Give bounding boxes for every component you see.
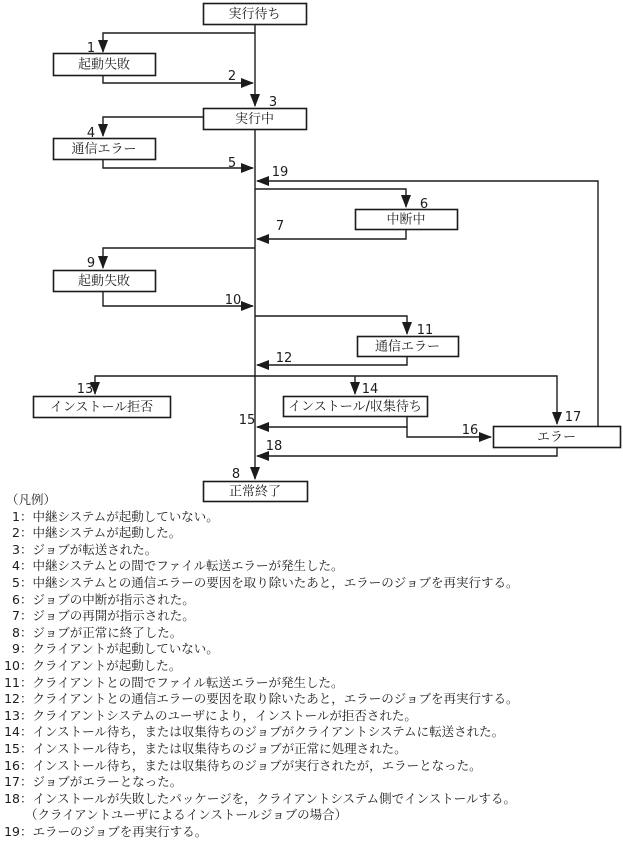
legend-item-separator: ： [20,757,33,773]
transition-number-17: 17 [564,410,582,425]
transition-line-9 [103,248,255,268]
transition-number-6: 6 [419,197,429,212]
legend [4,492,519,840]
legend-item-separator: ： [20,608,33,624]
legend-item-number: 2 [12,525,20,541]
legend-item-number: 11 [4,674,20,690]
legend-item-text: 中継システムとの間でファイル転送エラーが発生した。 [32,558,344,574]
legend-item-text: クライアントとの通信エラーの要因を取り除いたあと，エラーのジョブを再実行する。 [32,691,519,707]
legend-item-text: 中継システムが起動していない。 [32,508,219,524]
transition-number-3: 3 [268,95,278,110]
transition-number-13: 13 [76,382,94,397]
legend-item-separator: ： [20,508,33,524]
legend-item-8 [4,625,519,642]
legend-item-13 [4,708,519,725]
state-box-install-rejected [34,397,171,418]
transition-line-13 [95,376,255,394]
transition-arrow-6 [401,195,411,208]
legend-item-4 [4,558,519,575]
legend-list [4,509,519,841]
state-box-comm-error-2 [358,337,459,357]
legend-item-10 [4,658,519,675]
legend-item-number: 13 [4,707,20,723]
legend-item-18 [4,791,519,808]
transition-number-5: 5 [227,156,237,171]
transition-line-4 [103,117,203,136]
legend-item-separator: ： [20,823,33,839]
legend-item-text: 中継システムとの通信エラーの要因を取り除いたあと，エラーのジョブを再実行する。 [32,574,519,590]
transition-arrow-3 [250,94,260,107]
state-box-error [494,427,621,448]
legend-item-number: 5 [12,574,20,590]
transition-number-10: 10 [224,293,242,308]
transition-arrow-19 [256,176,269,186]
state-box-executing [204,109,307,130]
legend-item-text: クライアントが起動していない。 [32,641,219,657]
state-label-normal-end: 正常終了 [228,484,282,500]
legend-item-number: 9 [12,641,20,657]
legend-item-2 [4,525,519,542]
transition-line-15 [257,416,407,427]
state-box-comm-error-1 [54,139,156,160]
legend-item-number: 17 [4,774,20,790]
transition-arrow-7 [256,234,269,244]
legend-item-12 [4,691,519,708]
legend-item-text: インストールが失敗したパッケージを，クライアントシステム側でインストールする。 [32,790,517,806]
legend-item-number: 8 [12,624,20,640]
legend-item-number: 15 [4,740,20,756]
transition-number-16: 16 [461,423,479,438]
transition-number-18: 18 [265,439,283,454]
legend-item-14 [4,724,519,741]
state-label-comm-error-1: 通信エラー [71,142,137,157]
legend-item-11 [4,675,519,692]
legend-item-5 [4,575,519,592]
legend-item-6 [4,592,519,609]
transition-arrow-16 [479,432,492,442]
legend-item-text: クライアントが起動した。 [32,657,182,673]
legend-item-text: インストール待ち，または収集待ちのジョブがクライアントシステムに転送された。 [32,724,505,740]
transition-line-16 [407,427,491,437]
transition-number-11: 11 [416,323,434,338]
legend-item-3 [4,542,519,559]
transition-arrow-2 [241,78,254,88]
legend-item-text: クライアントとの間でファイル転送エラーが発生した。 [32,674,344,690]
legend-item-separator: ： [20,790,33,806]
legend-item-separator: ： [20,641,33,657]
legend-item-text: インストール待ち，または収集待ちのジョブが実行されたが，エラーとなった。 [32,757,482,773]
legend-item-number: 10 [4,657,20,673]
state-label-install-rejected: インストール拒否 [49,400,154,415]
legend-item-separator: ： [20,774,33,790]
transition-arrow-9 [98,256,108,269]
legend-item-separator: ： [20,691,33,707]
legend-item-separator: ： [20,558,33,574]
state-label-error: エラー [536,430,577,445]
transition-arrow-17 [552,412,562,425]
transition-number-2: 2 [227,69,237,84]
transition-arrow-1 [98,40,108,53]
legend-item-separator: ： [20,707,33,723]
transition-line-11 [255,316,407,334]
legend-item-1 [4,509,519,526]
state-label-exec-waiting: 実行待ち [228,7,281,22]
state-label-suspending: 中断中 [386,212,426,228]
legend-item-19 [4,824,519,841]
transition-number-12: 12 [275,351,293,366]
legend-item-number: 7 [12,608,20,624]
transition-arrow-trunk [250,467,260,480]
legend-header: （凡例） [6,492,57,507]
state-box-suspending [356,210,458,230]
legend-item-7 [4,608,519,625]
legend-item-18-note: （クライアントユーザによるインストールジョブの場合） [25,807,348,823]
transition-arrow-12 [256,360,269,370]
legend-item-number: 18 [4,790,20,806]
legend-item-number: 12 [4,691,20,707]
transition-number-19: 19 [271,165,289,180]
legend-item-separator: ： [20,740,33,756]
legend-item-text: ジョブが正常に終了した。 [32,624,183,640]
legend-item-text: クライアントシステムのユーザにより，インストールが拒否された。 [32,707,417,723]
transition-arrow-4 [98,124,108,137]
legend-item-number: 19 [4,823,20,839]
state-box-launch-failure-2 [54,271,156,292]
legend-item-text: ジョブの中断が指示された。 [32,591,195,607]
state-label-comm-error-2: 通信エラー [374,339,441,355]
legend-item-separator: ： [20,541,33,557]
transition-number-9: 9 [86,256,96,271]
legend-item-number: 4 [12,558,20,574]
state-box-exec-waiting [204,4,307,25]
state-label-launch-failure-2: 起動失敗 [77,274,131,289]
state-label-launch-failure-1: 起動失敗 [77,57,131,73]
legend-item-separator: ： [20,525,33,541]
legend-item-separator: ： [20,591,33,607]
legend-item-separator: ： [20,624,33,640]
transition-number-14: 14 [361,382,379,397]
legend-item-text: エラーのジョブを再実行する。 [32,823,208,839]
transition-arrow-14 [350,382,360,395]
transition-arrow-5 [241,163,254,173]
legend-item-17 [4,774,519,791]
legend-item-separator: ： [20,724,33,740]
legend-item-number: 14 [4,724,20,740]
legend-item-15 [4,741,519,758]
legend-item-text: 中継システムが起動した。 [32,525,182,541]
legend-item-number: 3 [12,541,20,557]
transition-number-4: 4 [86,126,96,141]
legend-item-separator: ： [20,674,33,690]
legend-item-number: 1 [12,508,20,524]
transition-arrow-11 [402,322,412,335]
state-label-install-collect-wait: インストール/収集待ち [288,399,422,415]
transition-number-15: 15 [238,413,256,428]
state-box-install-collect-wait [284,397,428,417]
legend-item-separator: ： [20,574,33,590]
transition-arrow-10 [241,301,254,311]
legend-item-number: 16 [4,757,20,773]
legend-item-separator: ： [20,657,33,673]
transition-line-18 [257,447,557,456]
legend-item-9 [4,641,519,658]
legend-item-text: ジョブの再開が指示された。 [32,608,195,624]
legend-item-text: ジョブがエラーとなった。 [32,774,183,790]
legend-item-16 [4,758,519,775]
legend-item-number: 6 [12,591,20,607]
legend-item-text: ジョブが転送された。 [32,541,158,557]
legend-item-text: インストール待ち，または収集待ちのジョブが正常に処理された。 [32,740,407,756]
transition-number-8: 8 [231,467,241,482]
transition-number-1: 1 [86,41,96,56]
transition-number-7: 7 [275,219,285,234]
state-box-launch-failure-1 [54,54,156,76]
state-label-executing: 実行中 [234,112,275,127]
transition-line-6 [255,189,406,207]
transition-line-1 [103,33,255,52]
transition-arrow-15 [256,422,269,432]
